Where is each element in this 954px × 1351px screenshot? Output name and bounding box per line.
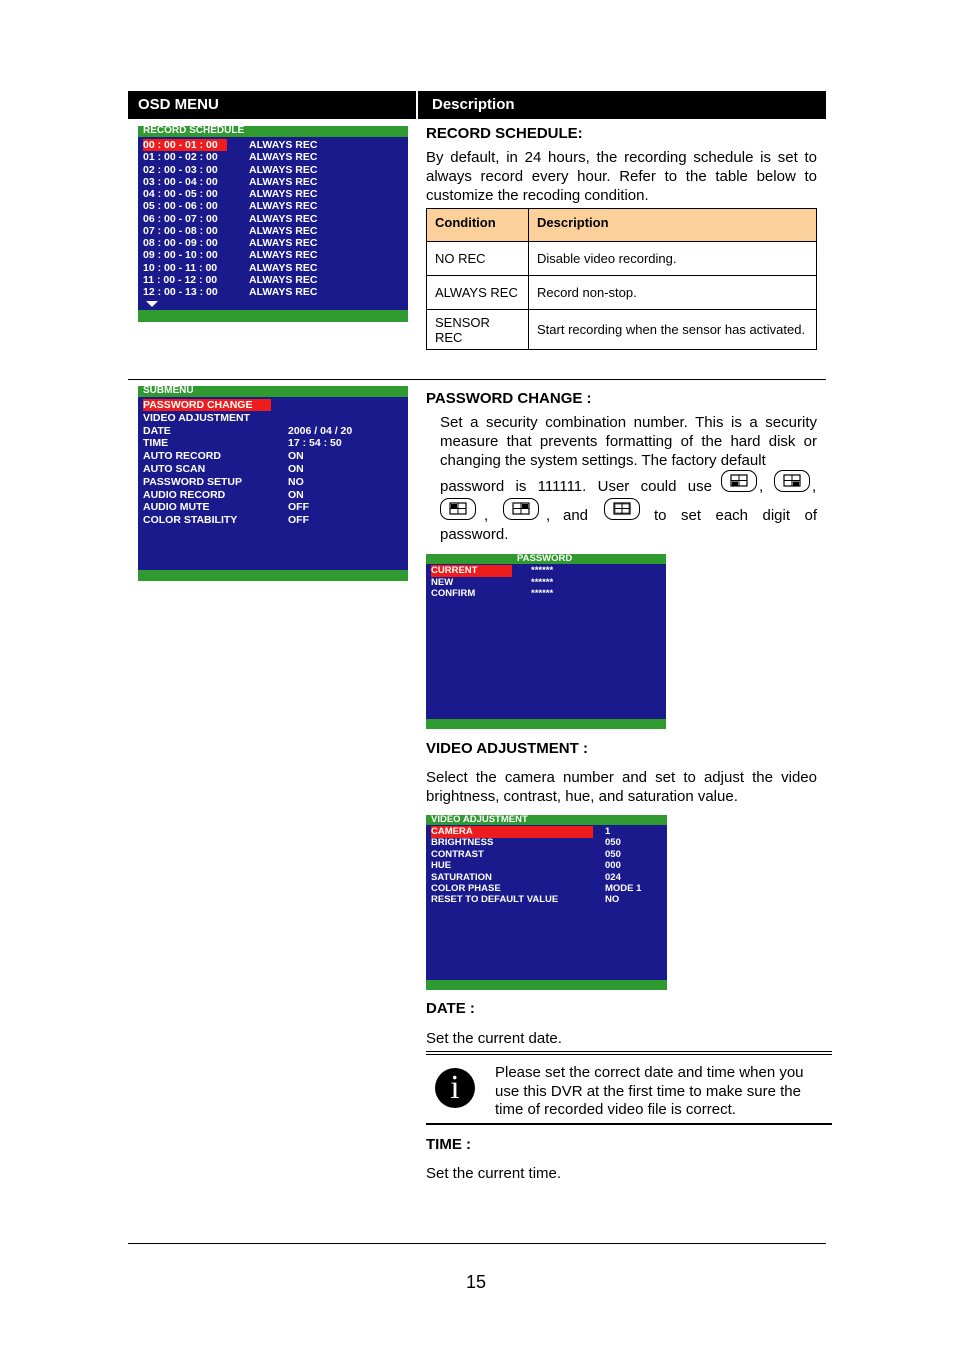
osd-bottom-bar xyxy=(138,570,408,581)
osd-bottom-bar xyxy=(426,980,667,990)
osd-item-label: PASSWORD SETUP xyxy=(143,475,242,488)
osd-item-label: 09 : 00 - 10 : 00 xyxy=(143,249,218,262)
osd-item-label: HUE xyxy=(431,860,452,872)
table-cell: Record non-stop. xyxy=(529,276,817,310)
table-cell: NO REC xyxy=(427,242,529,276)
osd-item-label: COLOR STABILITY xyxy=(143,514,238,527)
remote-button-2-icon xyxy=(774,470,810,492)
osd-title: SUBMENU xyxy=(143,385,194,396)
osd-item-value: ALWAYS REC xyxy=(249,249,318,262)
osd-item-value: OFF xyxy=(288,501,309,514)
osd-item-value: ALWAYS REC xyxy=(249,261,318,274)
osd-item-label: 11 : 00 - 12 : 00 xyxy=(143,273,218,286)
osd-item-selected: PASSWORD CHANGE xyxy=(143,399,271,411)
osd-item-label: AUTO RECORD xyxy=(143,450,221,463)
section-divider xyxy=(128,379,826,380)
osd-item-value: ****** xyxy=(531,588,554,599)
footer-rule xyxy=(128,1243,826,1244)
condition-header: Condition xyxy=(427,209,529,242)
osd-title: PASSWORD xyxy=(517,553,573,564)
osd-item-value: 1 xyxy=(605,826,611,837)
osd-item-value: MODE 1 xyxy=(605,883,642,894)
record-schedule-osd xyxy=(138,126,408,322)
osd-item-value: 050 xyxy=(605,848,621,860)
osd-item-label: 08 : 00 - 09 : 00 xyxy=(143,237,218,249)
osd-item-value: 024 xyxy=(605,871,621,883)
osd-item-label: TIME xyxy=(143,437,169,450)
osd-item-value: ON xyxy=(288,463,304,475)
osd-item-value: ALWAYS REC xyxy=(249,175,318,188)
remote-button-3-icon xyxy=(440,498,476,520)
date-body: Set the current date. xyxy=(426,1030,562,1047)
and-text: and xyxy=(563,507,589,524)
table-cell: Start recording when the sensor has activated. xyxy=(529,310,817,350)
osd-item-value: ALWAYS REC xyxy=(249,237,318,249)
record-schedule-body: By default, in 24 hours, the recording schedule is set to always record every hour. Refer to the table below to customize the recoding condition. xyxy=(426,149,817,204)
description-header: Description xyxy=(529,209,817,242)
remote-button-5-icon xyxy=(604,498,640,520)
column-header-description: Description xyxy=(418,91,826,119)
osd-item-selected: CAMERA xyxy=(431,826,593,838)
osd-item-value: ALWAYS REC xyxy=(249,286,318,298)
osd-item-value: ALWAYS REC xyxy=(249,188,318,200)
osd-item-label: CONTRAST xyxy=(431,848,484,860)
osd-item-label: VIDEO ADJUSTMENT xyxy=(143,411,250,424)
record-schedule-title: RECORD SCHEDULE: xyxy=(426,125,583,142)
osd-item-label: AUDIO RECORD xyxy=(143,488,226,501)
osd-item-value: ALWAYS REC xyxy=(249,139,318,151)
osd-title: RECORD SCHEDULE xyxy=(143,125,245,136)
remote-button-4-icon xyxy=(503,498,539,520)
osd-item-value: ALWAYS REC xyxy=(249,273,318,286)
osd-item-value: 050 xyxy=(605,837,621,849)
osd-item-label: 06 : 00 - 07 : 00 xyxy=(143,212,218,225)
password-change-title: PASSWORD CHANGE : xyxy=(426,390,592,407)
osd-item-value: ALWAYS REC xyxy=(249,224,318,237)
header-divider xyxy=(416,91,418,119)
osd-item-value: 000 xyxy=(605,860,621,872)
osd-item-label: 07 : 00 - 08 : 00 xyxy=(143,224,218,237)
osd-item-value: OFF xyxy=(288,514,309,527)
page-number: 15 xyxy=(466,1272,487,1292)
osd-item-label: 01 : 00 - 02 : 00 xyxy=(143,151,218,164)
password-line-2: password is 111111. User could use xyxy=(440,478,712,495)
password-line-4: password. xyxy=(440,526,509,543)
osd-bottom-bar xyxy=(138,310,408,322)
osd-item-value: ON xyxy=(288,488,304,501)
password-line-3: to set each digit of xyxy=(654,507,817,524)
video-adjustment-body: Select the camera number and set to adjust the video brightness, contrast, hue, and saturation value. xyxy=(426,769,817,805)
osd-item-label: 05 : 00 - 06 : 00 xyxy=(143,200,218,213)
osd-item-label: 03 : 00 - 04 : 00 xyxy=(143,175,218,188)
osd-item-value: ALWAYS REC xyxy=(249,200,318,213)
osd-item-value: ****** xyxy=(531,576,554,588)
condition-table xyxy=(426,208,817,350)
osd-item-value: 17 : 54 : 50 xyxy=(288,437,342,450)
osd-item-label: 02 : 00 - 03 : 00 xyxy=(143,163,218,176)
video-adjustment-title: VIDEO ADJUSTMENT : xyxy=(426,740,588,757)
table-cell: SENSOR REC xyxy=(427,310,529,350)
osd-item-label: 10 : 00 - 11 : 00 xyxy=(143,261,218,274)
osd-bottom-bar xyxy=(426,719,666,729)
osd-item-label: RESET TO DEFAULT VALUE xyxy=(431,894,559,906)
video-adjustment-osd xyxy=(426,815,667,990)
osd-item-label: 12 : 00 - 13 : 00 xyxy=(143,286,218,298)
time-body: Set the current time. xyxy=(426,1165,562,1182)
password-osd xyxy=(426,554,666,729)
osd-item-selected: 00 : 00 - 01 : 00 xyxy=(143,139,227,151)
osd-item-value: NO xyxy=(605,894,620,906)
osd-item-value: 2006 / 04 / 20 xyxy=(288,424,353,437)
osd-item-label: BRIGHTNESS xyxy=(431,837,494,849)
osd-item-label: CONFIRM xyxy=(431,588,476,599)
note-top-rule xyxy=(426,1051,832,1052)
column-header-osd-menu: OSD MENU xyxy=(128,91,416,119)
osd-item-selected: CURRENT xyxy=(431,565,512,577)
osd-item-label: SATURATION xyxy=(431,871,492,883)
osd-item-label: COLOR PHASE xyxy=(431,883,501,894)
scroll-down-arrow-icon xyxy=(146,301,158,308)
note-text: Please set the correct date and time when you use this DVR at the first time to make sure the time of recorded video file is correct. xyxy=(495,1064,804,1118)
osd-item-label: 04 : 00 - 05 : 00 xyxy=(143,188,218,200)
osd-item-label: AUDIO MUTE xyxy=(143,501,210,514)
osd-item-label: DATE xyxy=(143,424,171,437)
osd-item-value: ALWAYS REC xyxy=(249,151,318,164)
submenu-osd xyxy=(138,386,408,581)
time-title: TIME : xyxy=(426,1136,471,1153)
osd-item-value: ****** xyxy=(531,565,554,576)
osd-item-label: NEW xyxy=(431,576,454,588)
table-cell: ALWAYS REC xyxy=(427,276,529,310)
osd-item-value: NO xyxy=(288,475,304,488)
remote-button-1-icon xyxy=(721,470,757,492)
osd-item-label: AUTO SCAN xyxy=(143,463,206,475)
note-bottom-rule xyxy=(426,1123,832,1125)
osd-item-value: ON xyxy=(288,450,304,463)
date-title: DATE : xyxy=(426,1000,475,1017)
osd-item-value: ALWAYS REC xyxy=(249,163,318,176)
password-change-body: Set a security combination number. This is a security measure that prevents formatting of the hard disk or changing the system settings. The factory default xyxy=(440,414,817,469)
osd-item-value: ALWAYS REC xyxy=(249,212,318,225)
osd-title: VIDEO ADJUSTMENT xyxy=(431,814,528,825)
table-cell: Disable video recording. xyxy=(529,242,817,276)
info-icon: i xyxy=(435,1068,475,1108)
comma: , xyxy=(546,507,551,524)
comma: , xyxy=(484,507,489,524)
note-top-rule xyxy=(426,1054,832,1055)
comma: , xyxy=(812,478,817,495)
comma: , xyxy=(759,478,764,495)
